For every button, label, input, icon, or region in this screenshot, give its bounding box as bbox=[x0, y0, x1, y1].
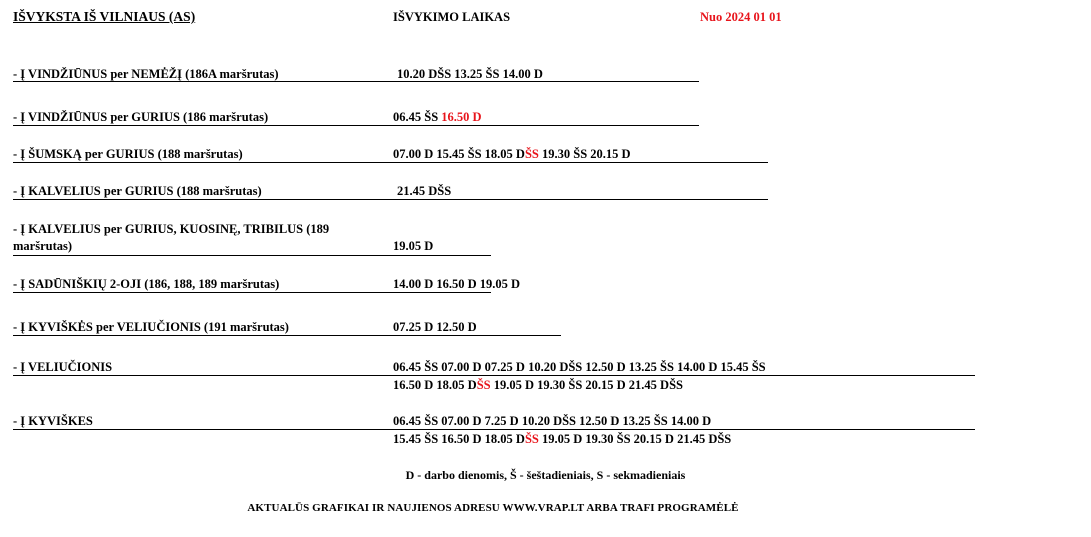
route-times: 07.25 D 12.50 D bbox=[393, 320, 477, 334]
route-label: - Į KYVIŠKĖS per VELIUČIONIS (191 maršrutas) bbox=[13, 320, 289, 334]
route-times bbox=[393, 110, 482, 125]
route-times: 14.00 D 16.50 D 19.05 D bbox=[393, 277, 521, 291]
route-label: - Į VELIUČIONIS bbox=[13, 360, 113, 374]
route-times: 10.20 DŠS 13.25 ŠS 14.00 D bbox=[397, 67, 543, 81]
route-label: - Į KALVELIUS per GURIUS (188 maršrutas) bbox=[13, 184, 262, 198]
row-divider bbox=[13, 429, 975, 430]
route-times bbox=[393, 147, 631, 162]
time-segment-highlight: ŠS bbox=[524, 147, 539, 161]
route-label: - Į KYVIŠKES bbox=[13, 414, 93, 428]
time-segment: 16.50 D 18.05 D bbox=[393, 378, 477, 392]
route-times-line2 bbox=[393, 378, 683, 393]
route-label: - Į VINDŽIŪNUS per NEMĖŽĮ (186A maršrutas) bbox=[13, 67, 279, 81]
route-label: - Į VINDŽIŪNUS per GURIUS (186 maršrutas) bbox=[13, 110, 269, 124]
route-times: 21.45 DŠS bbox=[397, 184, 452, 198]
time-segment: 06.45 ŠS bbox=[393, 110, 442, 124]
legend: D - darbo dienomis, Š - šeštadieniais, S - sekmadieniais bbox=[405, 468, 686, 482]
route-label-line2: maršrutas) bbox=[13, 239, 73, 253]
time-segment: 19.30 ŠS 20.15 D bbox=[538, 147, 631, 161]
page-title: IŠVYKSTA IŠ VILNIAUS (AS) bbox=[13, 9, 196, 24]
row-divider bbox=[13, 375, 975, 376]
row-divider bbox=[13, 125, 699, 126]
route-times-line1: 06.45 ŠS 07.00 D 07.25 D 10.20 DŠS 12.50 D 13.25 ŠS 14.00 D 15.45 ŠS bbox=[393, 360, 766, 374]
route-times-line2 bbox=[393, 432, 731, 447]
route-times: 19.05 D bbox=[393, 239, 434, 253]
time-segment: 19.05 D 19.30 ŠS 20.15 D 21.45 DŠS bbox=[490, 378, 683, 392]
time-segment-highlight: ŠS bbox=[524, 432, 539, 446]
time-segment: 15.45 ŠS 16.50 D 18.05 D bbox=[393, 432, 525, 446]
time-segment-highlight: ŠS bbox=[476, 378, 491, 392]
route-label-line1: - Į KALVELIUS per GURIUS, KUOSINĘ, TRIBILUS (189 bbox=[13, 222, 330, 236]
row-divider bbox=[13, 292, 491, 293]
row-divider bbox=[13, 255, 491, 256]
route-times-line1: 06.45 ŠS 07.00 D 7.25 D 10.20 DŠS 12.50 D 13.25 ŠS 14.00 D bbox=[393, 414, 712, 428]
time-segment: 07.00 D 15.45 ŠS 18.05 D bbox=[393, 147, 525, 161]
time-segment-highlight: 16.50 D bbox=[441, 110, 482, 124]
row-divider bbox=[13, 162, 768, 163]
row-divider bbox=[13, 81, 699, 82]
footer-notice: AKTUALŪS GRAFIKAI IR NAUJIENOS ADRESU WWW.VRAP.LT ARBA TRAFI PROGRAMĖLĖ bbox=[247, 502, 739, 514]
row-divider bbox=[13, 199, 768, 200]
time-segment: 19.05 D 19.30 ŠS 20.15 D 21.45 DŠS bbox=[538, 432, 732, 446]
departure-time-heading: IŠVYKIMO LAIKAS bbox=[393, 10, 511, 24]
row-divider bbox=[13, 335, 561, 336]
route-label: - Į SADŪNIŠKIŲ 2-OJI (186, 188, 189 maršrutas) bbox=[13, 277, 280, 291]
valid-from-date: Nuo 2024 01 01 bbox=[700, 10, 782, 24]
route-label: - Į ŠUMSKĄ per GURIUS (188 maršrutas) bbox=[13, 147, 243, 161]
